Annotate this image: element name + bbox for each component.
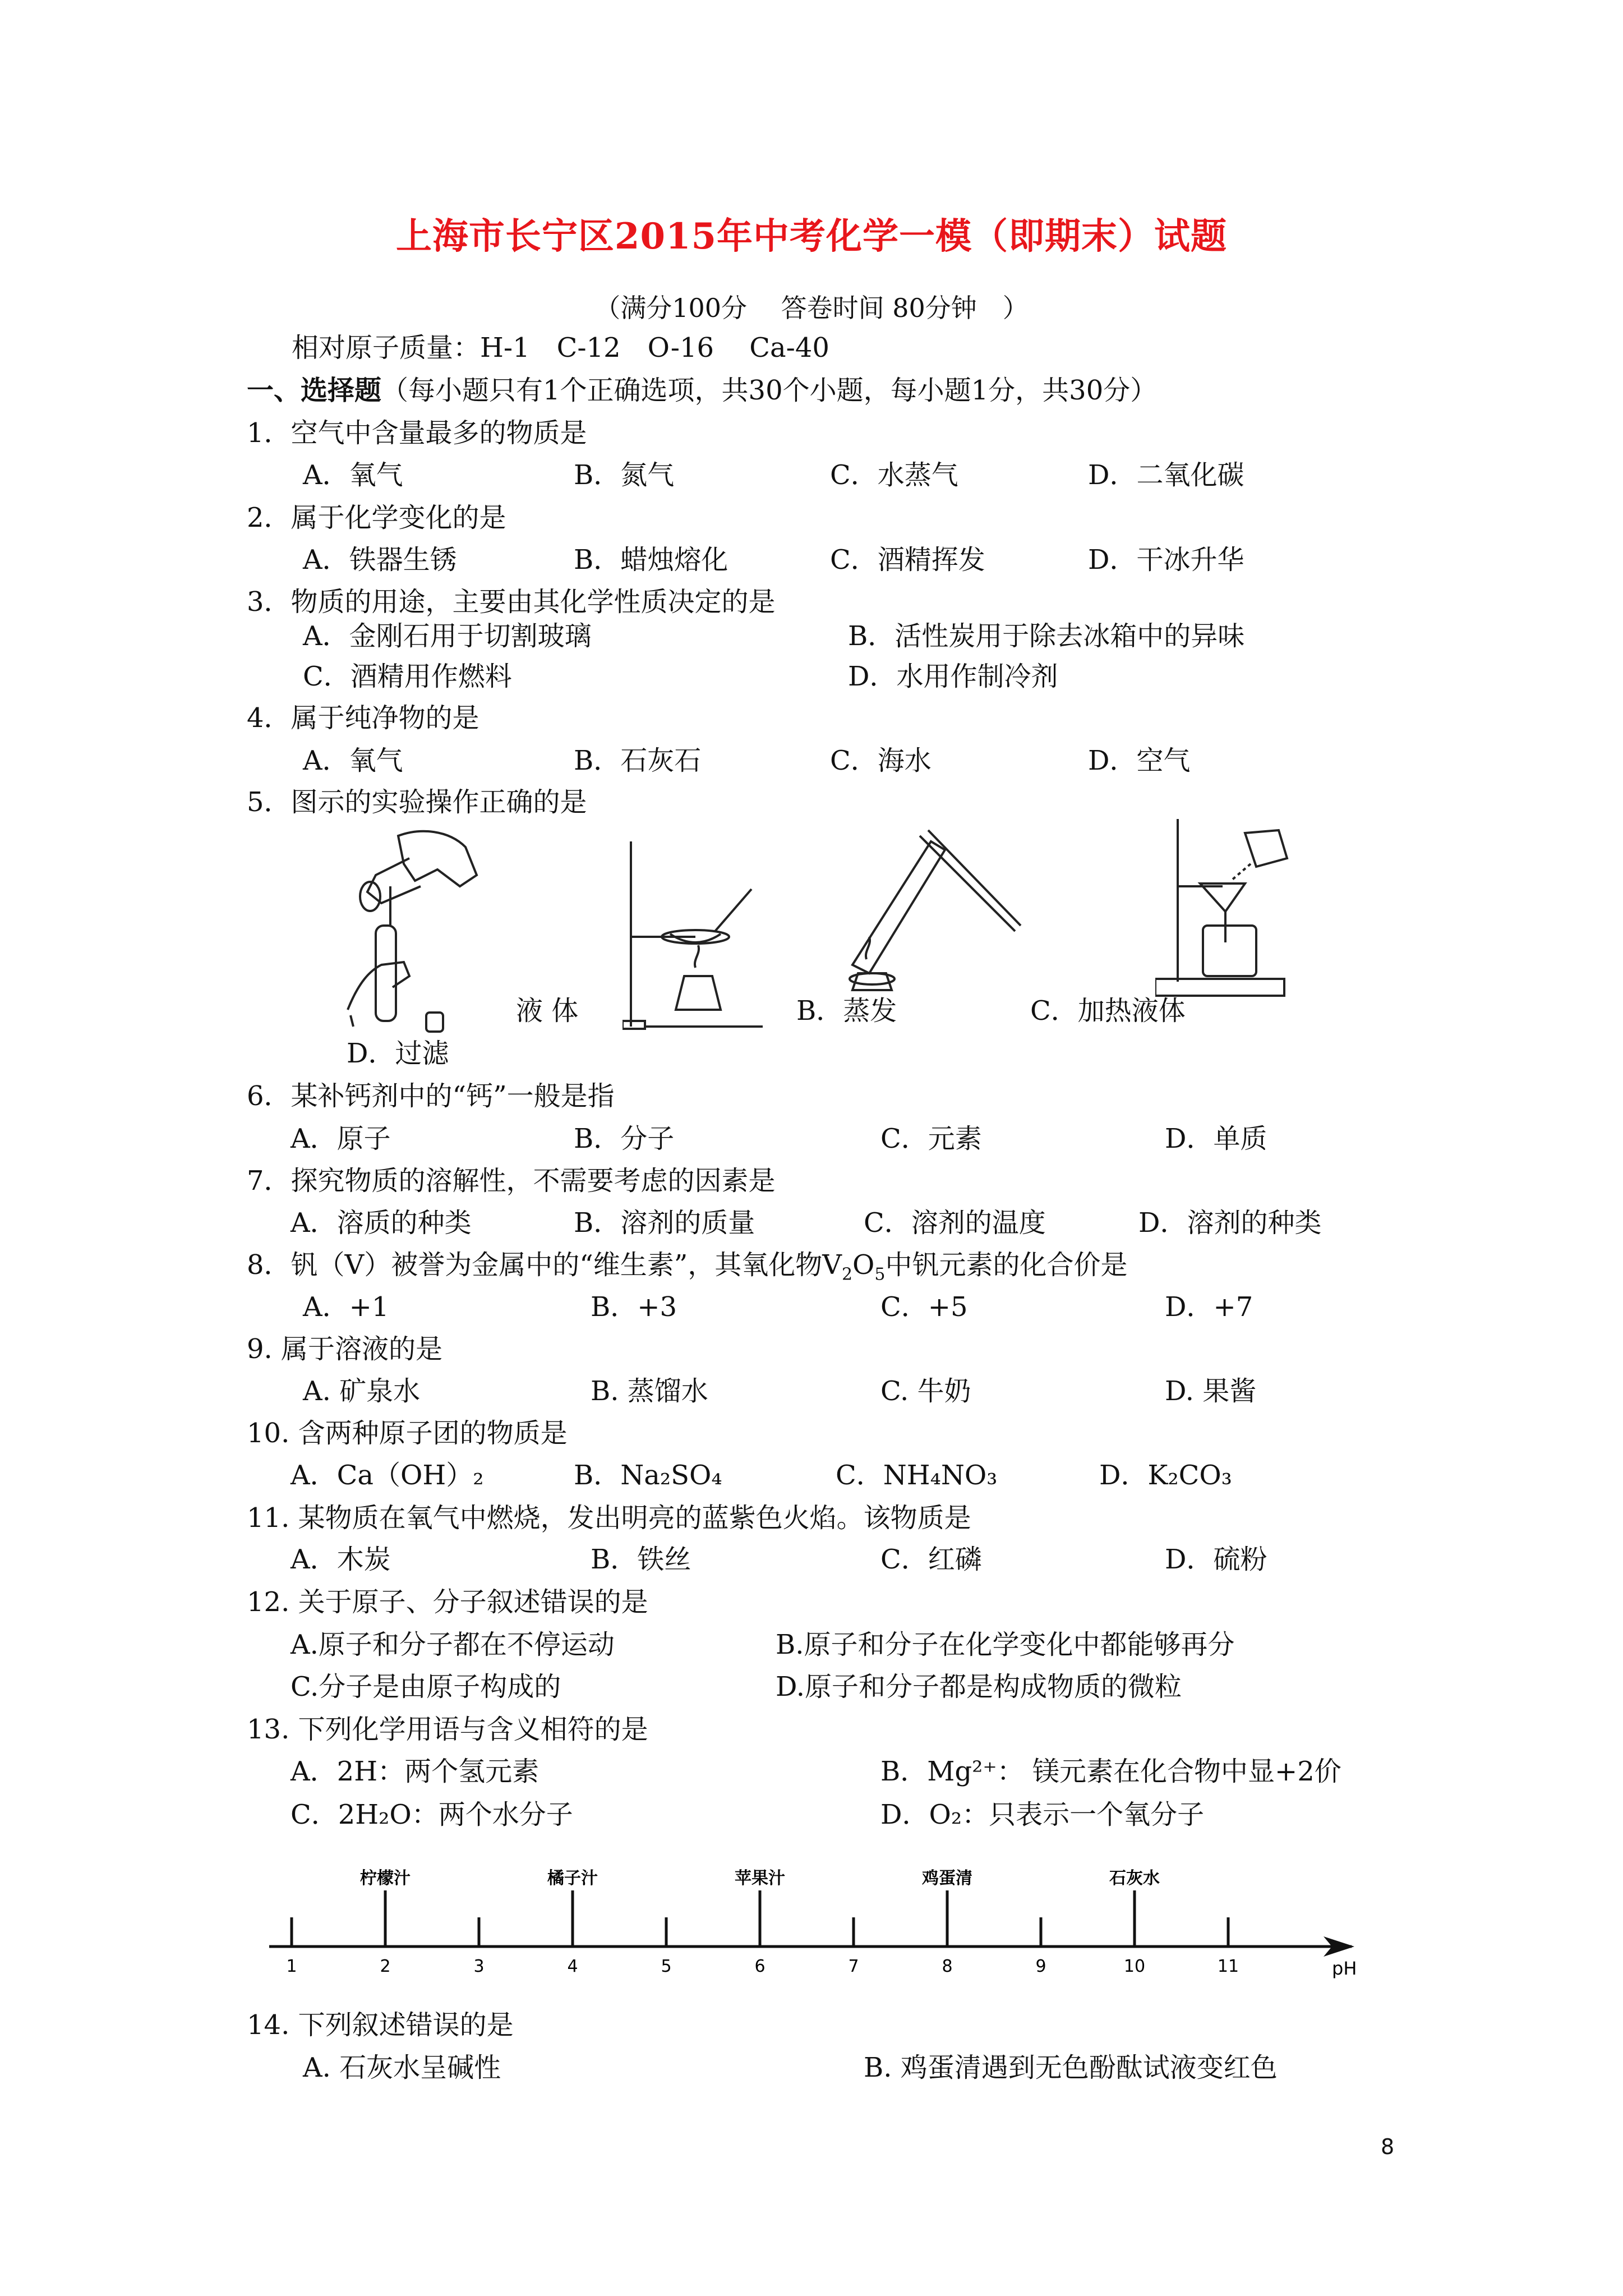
option: C．海水 <box>830 745 932 776</box>
option: C．红磷 <box>880 1544 982 1575</box>
section-heading: 一、选择题 <box>247 375 382 406</box>
section-header <box>247 374 1157 407</box>
ph-tick-label: 7 <box>848 1957 859 1976</box>
option: B．蜡烛熔化 <box>574 544 728 576</box>
question-stem: 10. 含两种原子团的物质是 <box>247 1418 568 1449</box>
exam-info: （满分100分 答卷时间 80分钟 ） <box>594 293 1029 323</box>
option: C．NH₄NO₃ <box>836 1460 998 1491</box>
heating-liquid-illustration <box>836 819 1026 999</box>
option: D．O₂：只表示一个氧分子 <box>880 1799 1205 1830</box>
ph-tick-label: 4 <box>567 1957 578 1976</box>
pouring-liquid-illustration <box>336 825 516 1038</box>
option: A．铁器生锈 <box>303 544 457 576</box>
option: D．溶剂的种类 <box>1138 1207 1322 1239</box>
option: B．溶剂的质量 <box>574 1207 755 1239</box>
option: D．二氧化碳 <box>1088 459 1244 491</box>
option: D．K₂CO₃ <box>1099 1460 1232 1491</box>
option: B. 鸡蛋清遇到无色酚酞试液变红色 <box>864 2052 1278 2083</box>
question-stem: 9. 属于溶液的是 <box>247 1333 443 1365</box>
stem-text: 中钒元素的化合价是 <box>885 1249 1128 1281</box>
option: C．溶剂的温度 <box>864 1207 1046 1239</box>
stem-text: O <box>852 1249 875 1281</box>
question-stem: 4．属于纯净物的是 <box>247 702 479 734</box>
option: D．过滤 <box>347 1038 449 1069</box>
option: D．+7 <box>1165 1291 1253 1323</box>
option: C．+5 <box>880 1291 968 1323</box>
question-stem: 7．探究物质的溶解性，不需要考虑的因素是 <box>247 1165 776 1197</box>
question-stem: 3．物质的用途，主要由其化学性质决定的是 <box>247 586 776 618</box>
option: C.分子是由原子构成的 <box>291 1671 561 1703</box>
option: C. 牛奶 <box>880 1375 971 1407</box>
option: B．石灰石 <box>574 745 702 776</box>
option: D. 果酱 <box>1165 1375 1257 1407</box>
option: D．硫粉 <box>1165 1544 1267 1575</box>
option: B．铁丝 <box>591 1544 691 1575</box>
ph-tick-label: 8 <box>942 1957 953 1976</box>
option: D．空气 <box>1088 745 1191 776</box>
substance-label: 苹果汁 <box>735 1869 785 1888</box>
option: B．Na₂SO₄ <box>574 1460 722 1491</box>
option: A．木炭 <box>291 1544 391 1575</box>
ph-tick-label: 1 <box>286 1957 297 1976</box>
evaporation-illustration <box>623 836 774 1038</box>
stem-text: 8．钒（V）被誉为金属中的“维生素”，其氧化物V <box>247 1249 842 1281</box>
option: 液 体 <box>516 995 579 1027</box>
substance-label: 石灰水 <box>1109 1869 1160 1888</box>
option: D.原子和分子都是构成物质的微粒 <box>776 1671 1182 1703</box>
subscript: 2 <box>841 1264 853 1285</box>
option: C．水蒸气 <box>830 459 958 491</box>
option: D．单质 <box>1165 1123 1267 1154</box>
question-stem: 12. 关于原子、分子叙述错误的是 <box>247 1586 648 1618</box>
ph-tick-label: 9 <box>1035 1957 1046 1976</box>
substance-label: 柠檬汁 <box>360 1869 411 1888</box>
subscript: 5 <box>874 1264 886 1285</box>
option: A．原子 <box>291 1123 391 1154</box>
option: B.原子和分子在化学变化中都能够再分 <box>776 1629 1235 1660</box>
option: B．+3 <box>591 1291 677 1323</box>
question-stem: 11. 某物质在氧气中燃烧，发出明亮的蓝紫色火焰。该物质是 <box>247 1502 971 1534</box>
page-number: 8 <box>1381 2134 1395 2159</box>
ph-scale-diagram <box>264 1868 1385 1997</box>
option: A．+1 <box>303 1291 389 1323</box>
atomic-masses: 相对原子质量：H-1 C-12 O-16 Ca-40 <box>292 332 829 364</box>
option: B．分子 <box>574 1123 675 1154</box>
option: A．溶质的种类 <box>291 1207 472 1239</box>
question-stem: 5．图示的实验操作正确的是 <box>247 786 587 818</box>
ph-tick-label: 10 <box>1123 1957 1146 1976</box>
ph-tick-label: 3 <box>473 1957 485 1976</box>
option: B. 蒸馏水 <box>591 1375 708 1407</box>
option: D．干冰升华 <box>1088 544 1244 576</box>
option: B．Mg²⁺： 镁元素在化合物中显+2价 <box>880 1756 1341 1787</box>
option: A.原子和分子都在不停运动 <box>291 1629 615 1660</box>
ph-tick-label: 6 <box>754 1957 766 1976</box>
question-stem: 14. 下列叙述错误的是 <box>247 2009 514 2041</box>
option: A．金刚石用于切割玻璃 <box>303 620 592 652</box>
option: B．氮气 <box>574 459 675 491</box>
option: C．2H₂O：两个水分子 <box>291 1799 573 1830</box>
page-title: 上海市长宁区2015年中考化学一模（即期末）试题 <box>395 215 1228 257</box>
option: A．氧气 <box>303 745 403 776</box>
substance-label: 鸡蛋清 <box>922 1869 972 1888</box>
substance-label: 橘子汁 <box>547 1869 598 1888</box>
option: C．酒精挥发 <box>830 544 985 576</box>
option: A．氧气 <box>303 459 403 491</box>
ph-tick-label: 2 <box>380 1957 391 1976</box>
section-note: （每小题只有1个正确选项，共30个小题，每小题1分，共30分） <box>381 375 1158 406</box>
ph-tick-label: 11 <box>1217 1957 1239 1976</box>
option: C．加热液体 <box>1030 995 1186 1027</box>
question-stem <box>247 1248 1128 1292</box>
option: B．活性炭用于除去冰箱中的异味 <box>848 620 1245 652</box>
filtration-illustration <box>1155 813 1301 999</box>
option: A．Ca（OH）₂ <box>291 1460 484 1491</box>
option: A. 矿泉水 <box>303 1375 421 1407</box>
option: B．蒸发 <box>796 995 897 1027</box>
question-stem: 6．某补钙剂中的“钙”一般是指 <box>247 1080 615 1112</box>
question-stem: 1．空气中含量最多的物质是 <box>247 417 587 449</box>
question-stem: 2．属于化学变化的是 <box>247 502 506 533</box>
question-stem: 13. 下列化学用语与含义相符的是 <box>247 1714 648 1745</box>
option: A．2H：两个氢元素 <box>291 1756 540 1787</box>
option: D．水用作制冷剂 <box>848 661 1058 692</box>
ph-tick-label: 5 <box>661 1957 672 1976</box>
option: A. 石灰水呈碱性 <box>303 2052 501 2083</box>
ph-axis-label: pH <box>1332 1958 1357 1979</box>
option: C．酒精用作燃料 <box>303 661 512 692</box>
option: C．元素 <box>880 1123 982 1154</box>
